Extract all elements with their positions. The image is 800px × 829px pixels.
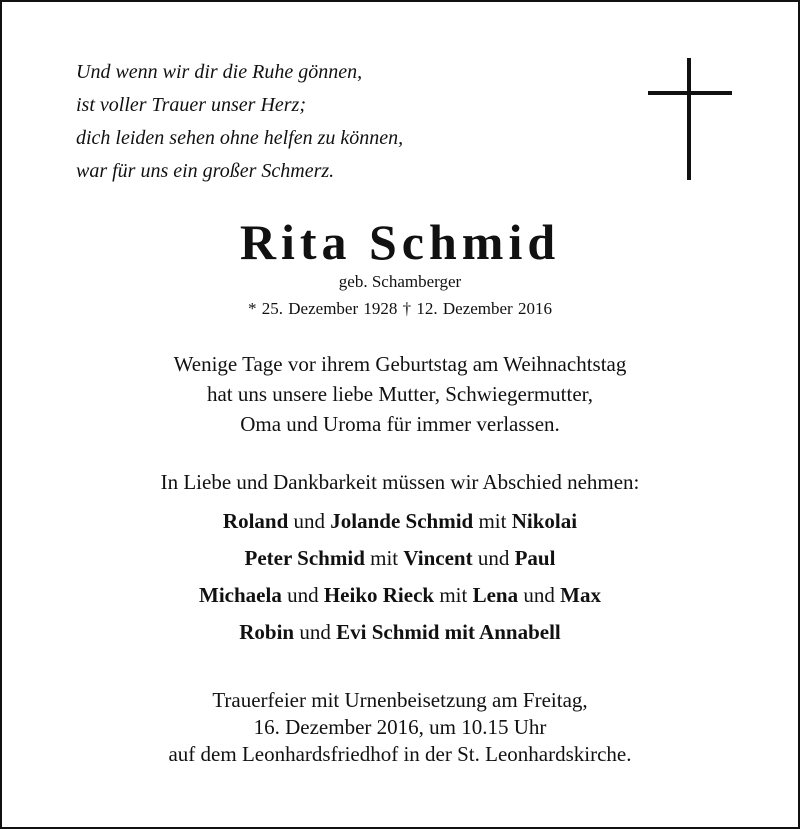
cross-icon — [648, 58, 732, 180]
message-line: Oma und Uroma für immer verlassen. — [240, 412, 560, 436]
family-connector: und — [472, 546, 515, 570]
family-connector: und — [294, 620, 337, 644]
service-info — [0, 687, 800, 768]
poem-line: war für uns ein großer Schmerz. — [76, 160, 335, 182]
family-connector: und — [288, 509, 331, 533]
family-line — [0, 540, 800, 577]
family-connector: mit — [364, 546, 404, 570]
family-name: Michaela — [199, 583, 282, 607]
deceased-name: Rita Schmid — [239, 214, 561, 270]
family-list — [0, 503, 800, 651]
family-name: Max — [560, 583, 601, 607]
cross-vertical-bar — [687, 58, 691, 180]
poem — [76, 56, 403, 188]
family-connector: mit — [473, 509, 512, 533]
family-name: Robin — [239, 620, 295, 644]
family-connector: mit — [434, 583, 473, 607]
poem-line: dich leiden sehen ohne helfen zu können, — [76, 127, 404, 149]
service-line: auf dem Leonhardsfriedhof in der St. Leonhardskirche. — [168, 742, 632, 766]
birth-name: geb. Schamberger — [338, 272, 462, 291]
message-line: hat uns unsere liebe Mutter, Schwiegermutter, — [206, 382, 594, 406]
family-name: Roland — [222, 509, 289, 533]
family-name: Peter Schmid — [244, 546, 365, 570]
family-name: Nikolai — [511, 509, 578, 533]
family-connector: und — [518, 583, 561, 607]
service-line: Trauerfeier mit Urnenbeisetzung am Freitag, — [212, 688, 588, 712]
family-name: Evi Schmid mit Annabell — [336, 620, 561, 644]
farewell-line: In Liebe und Dankbarkeit müssen wir Abschied nehmen: — [160, 470, 640, 494]
poem-line: ist voller Trauer unser Herz; — [76, 94, 306, 116]
message — [0, 349, 800, 439]
service-line: 16. Dezember 2016, um 10.15 Uhr — [253, 715, 547, 739]
poem-line: Und wenn wir dir die Ruhe gönnen, — [76, 61, 363, 83]
message-line: Wenige Tage vor ihrem Geburtstag am Weihnachtstag — [173, 352, 627, 376]
family-line — [0, 614, 800, 651]
family-name: Heiko Rieck — [323, 583, 435, 607]
family-name: Paul — [514, 546, 556, 570]
family-line — [0, 503, 800, 540]
cross-horizontal-bar — [648, 91, 732, 95]
family-connector: und — [281, 583, 324, 607]
family-line — [0, 577, 800, 614]
family-name: Lena — [472, 583, 519, 607]
family-name: Vincent — [403, 546, 473, 570]
family-name: Jolande Schmid — [330, 509, 474, 533]
life-dates: * 25. Dezember 1928 † 12. Dezember 2016 — [248, 299, 552, 318]
